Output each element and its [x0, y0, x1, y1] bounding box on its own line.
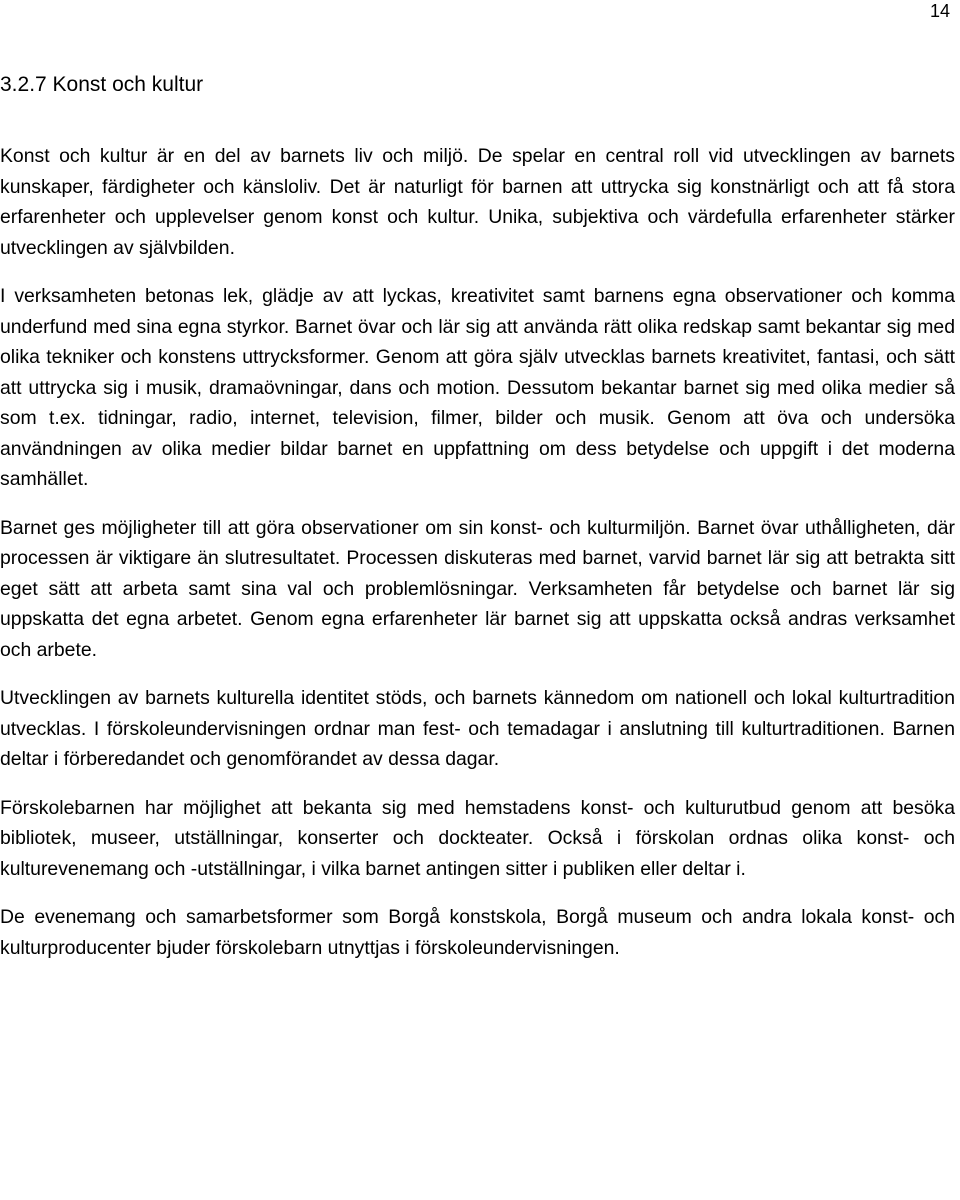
section-heading: 3.2.7 Konst och kultur	[0, 73, 204, 96]
paragraph-6: De evenemang och samarbetsformer som Borgå konstskola, Borgå museum och andra lokala konst- och kulturproducenter bjuder förskolebarn utnyttjas i förskoleundervisningen.	[0, 906, 955, 959]
paragraph-2: I verksamheten betonas lek, glädje av att lyckas, kreativitet samt barnens egna observationer och komma underfund med sina egna styrkor. Barnet övar och lär sig att använda rätt olika redskap samt bekantar sig med olika tekniker och konstens uttrycksformer. Genom att göra själv utvecklas barnets kreativitet, fantasi, och sätt att uttrycka sig i musik, dramaövningar, dans och motion. Dessutom bekantar barnet sig med olika medier så som t.ex. tidningar, radio, internet, television, filmer, bilder och musik. Genom att öva och undersöka användningen av olika medier bildar barnet en uppfattning om dess betydelse och uppgift i det moderna samhället.	[0, 285, 955, 490]
paragraph-4: Utvecklingen av barnets kulturella identitet stöds, och barnets kännedom om nationell och lokal kulturtradition utvecklas. I förskoleundervisningen ordnar man fest- och temadagar i anslutning till kulturtraditionen. Barnen deltar i förberedandet och genomförandet av dessa dagar.	[0, 687, 955, 770]
document-body	[0, 141, 955, 981]
paragraph-5: Förskolebarnen har möjlighet att bekanta sig med hemstadens konst- och kulturutbud genom att besöka bibliotek, museer, utställningar, konserter och dockteater. Också i förskolan ordnas olika konst- och kulturevenemang och -utställningar, i vilka barnet antingen sitter i publiken eller deltar i.	[0, 796, 955, 880]
paragraph-3: Barnet ges möjligheter till att göra observationer om sin konst- och kulturmiljön. Barnet övar uthålligheten, där processen är viktigare än slutresultatet. Processen diskuteras med barnet, varvid barnet lär sig att betrakta sitt eget sätt att arbeta samt sina val och problemlösningar. Verksamheten får betydelse och barnet lär sig uppskatta det egna arbetet. Genom egna erfarenheter lär barnet sig att uppskatta också andras verksamhet och arbete.	[0, 516, 955, 661]
paragraph-1: Konst och kultur är en del av barnets liv och miljö. De spelar en central roll vid utvecklingen av barnets kunskaper, färdigheter och känsloliv. Det är naturligt för barnen att uttrycka sig konstnärligt och att få stora erfarenheter och upplevelser genom konst och kultur. Unika, subjektiva och värdefulla erfarenheter stärker utvecklingen av självbilden.	[0, 145, 955, 259]
page-number: 14	[929, 1, 950, 21]
